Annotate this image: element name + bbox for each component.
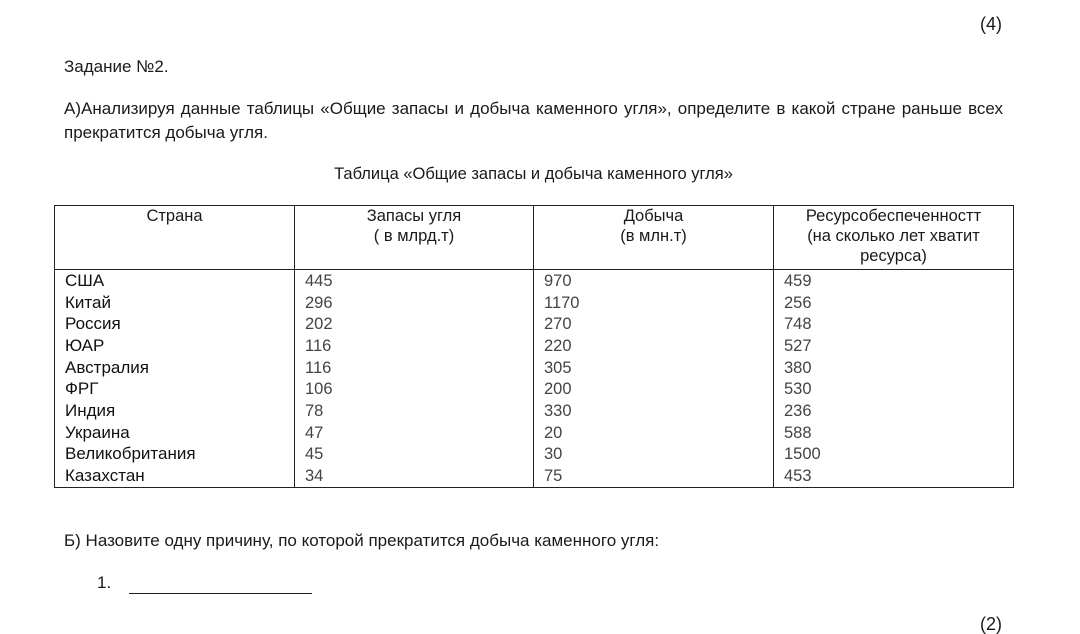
header-line: (на сколько лет хватит bbox=[807, 227, 980, 245]
cell-production: 970 bbox=[534, 270, 774, 292]
cell-country: Россия bbox=[55, 313, 295, 335]
table-row bbox=[55, 444, 1014, 466]
cell-country: ФРГ bbox=[55, 378, 295, 400]
table-row bbox=[55, 465, 1014, 487]
cell-production: 20 bbox=[534, 422, 774, 444]
table-row bbox=[55, 270, 1014, 292]
cell-production: 30 bbox=[534, 444, 774, 466]
cell-production: 200 bbox=[534, 378, 774, 400]
cell-country: Украина bbox=[55, 422, 295, 444]
cell-years: 530 bbox=[774, 378, 1014, 400]
table-row bbox=[55, 313, 1014, 335]
cell-reserves: 116 bbox=[295, 335, 534, 357]
cell-country: США bbox=[55, 270, 295, 292]
table-row bbox=[55, 292, 1014, 314]
cell-production: 330 bbox=[534, 400, 774, 422]
cell-country: Индия bbox=[55, 400, 295, 422]
header-resource-supply bbox=[774, 206, 1014, 270]
cell-country: Китай bbox=[55, 292, 295, 314]
header-reserves bbox=[295, 206, 534, 270]
cell-years: 527 bbox=[774, 335, 1014, 357]
cell-production: 75 bbox=[534, 465, 774, 487]
cell-reserves: 106 bbox=[295, 378, 534, 400]
header-line: Добыча bbox=[623, 207, 684, 225]
cell-reserves: 45 bbox=[295, 444, 534, 466]
cell-reserves: 78 bbox=[295, 400, 534, 422]
cell-years: 256 bbox=[774, 292, 1014, 314]
header-line: Запасы угля bbox=[366, 207, 462, 225]
cell-reserves: 202 bbox=[295, 313, 534, 335]
table-row bbox=[55, 357, 1014, 379]
cell-reserves: 34 bbox=[295, 465, 534, 487]
header-country bbox=[55, 206, 295, 270]
table-caption: Таблица «Общие запасы и добыча каменного угля» bbox=[334, 165, 733, 183]
task-title: Задание №2. bbox=[64, 57, 169, 76]
answer-number: 1. bbox=[97, 573, 112, 592]
cell-years: 236 bbox=[774, 400, 1014, 422]
table-row bbox=[55, 335, 1014, 357]
cell-reserves: 47 bbox=[295, 422, 534, 444]
cell-production: 1170 bbox=[534, 292, 774, 314]
cell-production: 305 bbox=[534, 357, 774, 379]
cell-reserves: 116 bbox=[295, 357, 534, 379]
table-row bbox=[55, 422, 1014, 444]
header-line: (в млн.т) bbox=[620, 227, 687, 245]
table-header-row bbox=[55, 206, 1014, 270]
cell-years: 380 bbox=[774, 357, 1014, 379]
cell-reserves: 296 bbox=[295, 292, 534, 314]
table-row bbox=[55, 400, 1014, 422]
score-top: (4) bbox=[980, 14, 1002, 34]
answer-blank-line[interactable] bbox=[129, 577, 312, 594]
score-bottom: (2) bbox=[980, 614, 1002, 634]
cell-country: Австралия bbox=[55, 357, 295, 379]
header-line: Страна bbox=[146, 207, 203, 225]
header-line: ресурса) bbox=[860, 247, 927, 265]
answer-item-1 bbox=[97, 572, 312, 594]
table-row bbox=[55, 378, 1014, 400]
cell-production: 220 bbox=[534, 335, 774, 357]
cell-years: 1500 bbox=[774, 444, 1014, 466]
cell-country: Великобритания bbox=[55, 444, 295, 466]
coal-table bbox=[54, 205, 1014, 488]
question-b: Б) Назовите одну причину, по которой прекратится добыча каменного угля: bbox=[64, 531, 660, 550]
header-line: ( в млрд.т) bbox=[373, 227, 455, 245]
cell-production: 270 bbox=[534, 313, 774, 335]
header-line: Ресурсобеспеченностт bbox=[805, 207, 982, 225]
cell-country: ЮАР bbox=[55, 335, 295, 357]
cell-years: 453 bbox=[774, 465, 1014, 487]
cell-years: 748 bbox=[774, 313, 1014, 335]
question-a: А)Анализируя данные таблицы «Общие запасы и добыча каменного угля», определите в какой стране раньше всех прекратится добыча угля. bbox=[64, 99, 1003, 142]
header-production bbox=[534, 206, 774, 270]
cell-years: 588 bbox=[774, 422, 1014, 444]
cell-country: Казахстан bbox=[55, 465, 295, 487]
cell-reserves: 445 bbox=[295, 270, 534, 292]
cell-years: 459 bbox=[774, 270, 1014, 292]
